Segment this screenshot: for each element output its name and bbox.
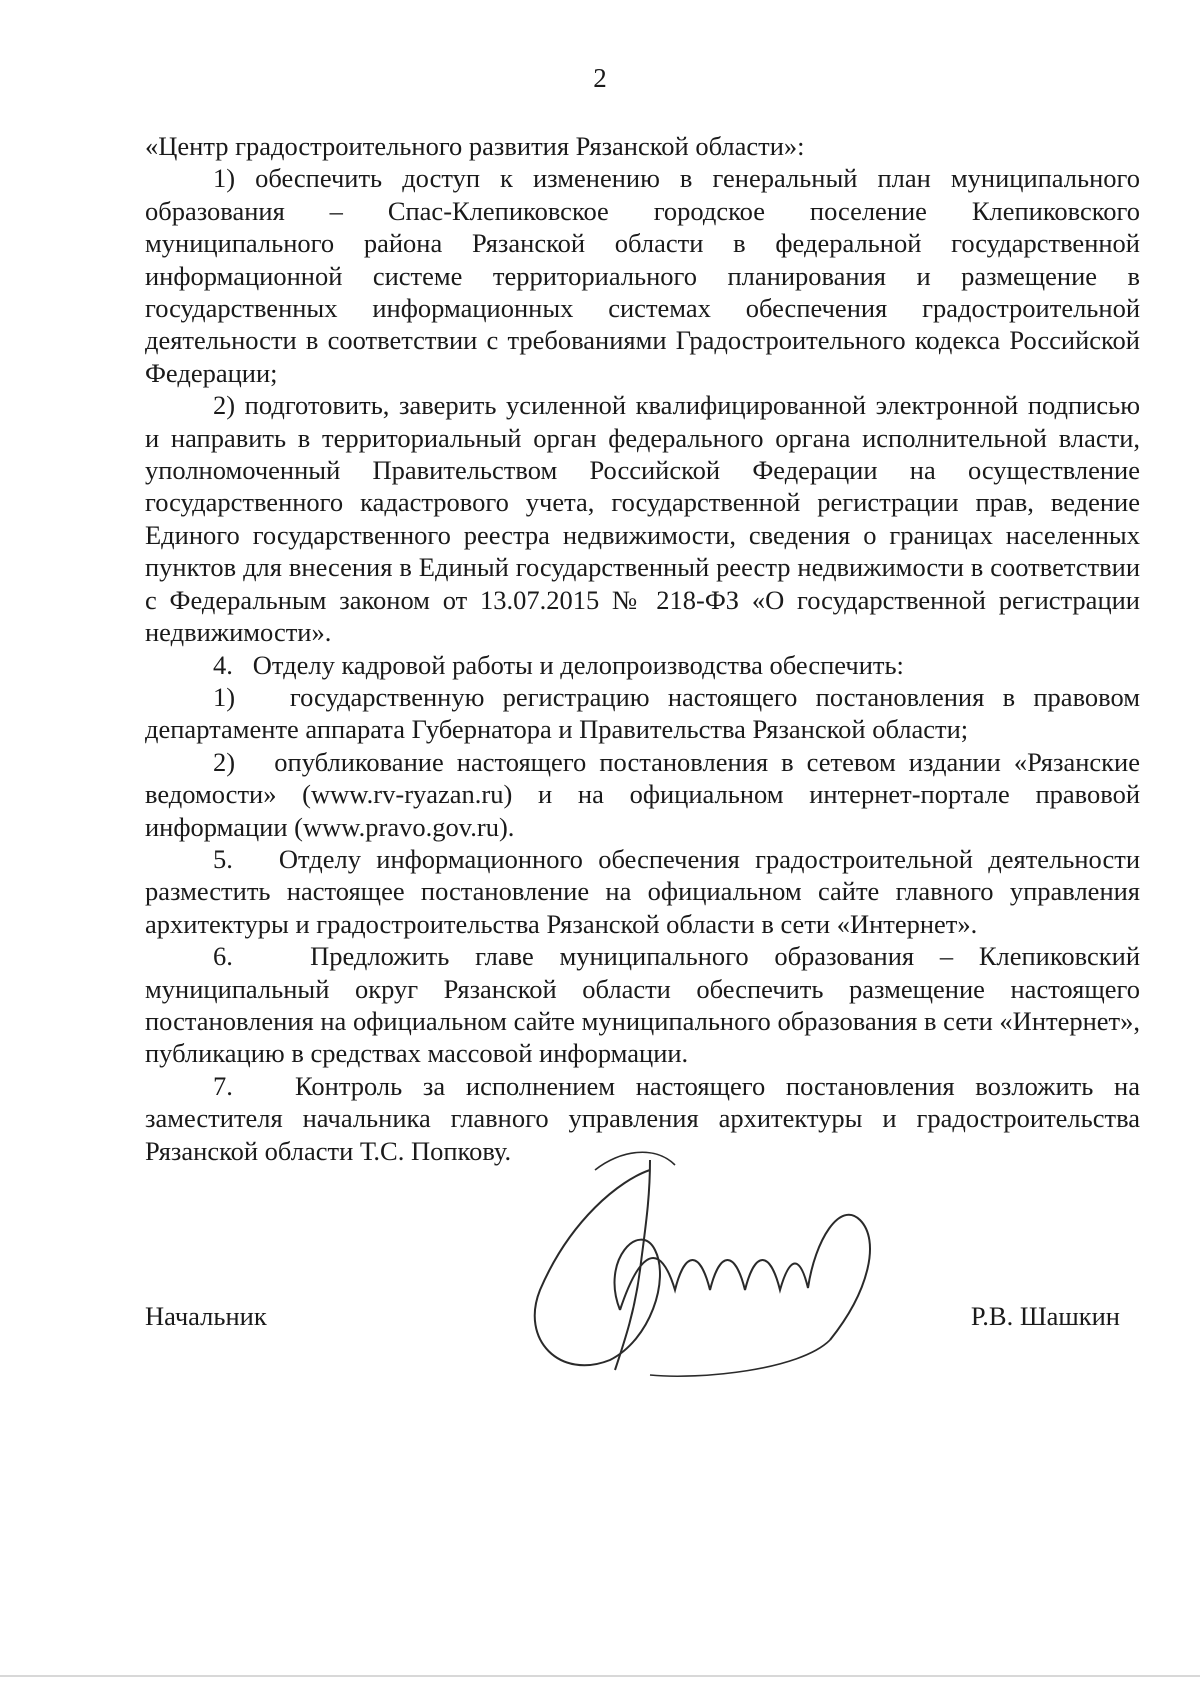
page-number: 2 xyxy=(593,63,607,93)
paragraph-section-6: 6. Предложить главе муниципального образования – Клепиковский муниципальный округ Рязанской области обеспечить размещение настоящего постановления на официальном сайте муниципального образования в сети «Интернет», публикацию в средствах массовой информации. xyxy=(145,941,1140,1069)
handwritten-signature xyxy=(500,1140,940,1400)
scan-edge-line xyxy=(0,1675,1200,1677)
paragraph-section-5: 5. Отделу информационного обеспечения градостроительной деятельности разместить настоящее постановление на официальном сайте главного управления архитектуры и градостроительства Рязанской области в сети «Интернет». xyxy=(145,843,1140,939)
document-body xyxy=(145,130,1140,1167)
paragraph-section-4: 4. Отделу кадровой работы и делопроизводства обеспечить: xyxy=(213,649,904,680)
signer-position: Начальник xyxy=(145,1301,267,1331)
signature-block xyxy=(145,1300,1120,1340)
paragraph-item-2-prepare: 2) подготовить, заверить усиленной квалифицированной электронной подписью и направить в территориальный орган федерального органа исполнительной власти, уполномоченный Правительством Российской Федерации на осуществление государственного кадастрового учета, государственной регистрации прав, ведение Единого государственного реестра недвижимости, сведения о границах населенных пунктов для внесения в Единый государственный реестр недвижимости в соответствии с Федеральным законом от 13.07.2015 № 218-ФЗ «О государственной регистрации недвижимости». xyxy=(145,390,1140,648)
paragraph-section-7: 7. Контроль за исполнением настоящего постановления возложить на заместителя начальника главного управления архитектуры и градостроительства Рязанской области Т.С. Попкову. xyxy=(145,1070,1140,1166)
paragraph-section-4-item-1: 1) государственную регистрацию настоящего постановления в правовом департаменте аппарата Губернатора и Правительства Рязанской области; xyxy=(145,681,1140,745)
paragraph-item-1-access: 1) обеспечить доступ к изменению в генеральный план муниципального образования – Спас-Клепиковское городское поселение Клепиковского муниципального района Рязанской области в федеральной государственной информационной системе территориального планирования и размещение в государственных информационных системах обеспечения градостроительной деятельности в соответствии с требованиями Градостроительного кодекса Российской Федерации; xyxy=(145,163,1140,388)
signer-name: Р.В. Шашкин xyxy=(970,1301,1120,1331)
paragraph-section-4-item-2: 2) опубликование настоящего постановления в сетевом издании «Рязанские ведомости» (www.rv-ryazan.ru) и на официальном интернет-портале правовой информации (www.pravo.gov.ru). xyxy=(145,746,1140,842)
paragraph-institution-name: «Центр градостроительного развития Рязанской области»: xyxy=(145,131,805,161)
